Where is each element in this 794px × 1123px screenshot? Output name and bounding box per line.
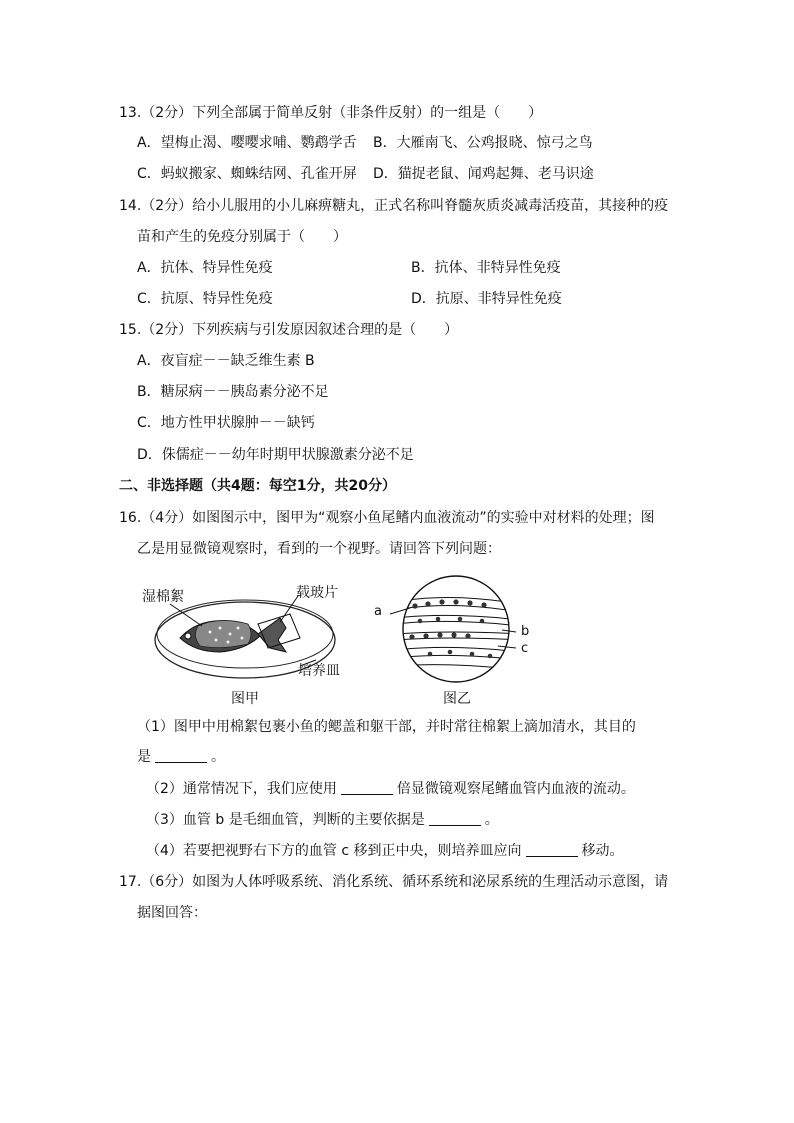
q14-option-b: B．抗体、非特异性免疫 bbox=[411, 260, 561, 276]
label-vessel-b: b bbox=[521, 624, 530, 639]
q15-option-a: A．夜盲症－－缺乏维生素 B bbox=[137, 353, 315, 369]
q14-stem-line1: 14.（2分）给小儿服用的小儿麻痹糖丸，正式名称叫脊髓灰质炎减毒活疫苗，其接种的疫 bbox=[119, 198, 669, 214]
q16-sub3-post: 。 bbox=[484, 812, 499, 828]
label-vessel-a: a bbox=[374, 604, 382, 619]
label-wet-cotton: 湿棉絮 bbox=[142, 589, 184, 605]
q16-sub1-pre: 是 bbox=[137, 749, 151, 765]
q16-sub1-line2 bbox=[137, 747, 225, 767]
q16-sub2-post: 倍显微镜观察尾鳍血管内血液的流动。 bbox=[396, 781, 635, 797]
q15-option-c: C．地方性甲状腺肿－－缺钙 bbox=[137, 415, 315, 431]
q16-sub4 bbox=[146, 841, 624, 861]
q16-stem-line2: 乙是用显微镜观察时，看到的一个视野。请回答下列问题： bbox=[137, 541, 501, 557]
q17-stem-line1: 17.（6分）如图为人体呼吸系统、消化系统、循环系统和泌尿系统的生理活动示意图，请 bbox=[119, 874, 669, 890]
answer-blank-3[interactable] bbox=[429, 811, 481, 826]
q13-stem: 13.（2分）下列全部属于简单反射（非条件反射）的一组是（ ） bbox=[119, 105, 543, 121]
q13-option-d: D．猫捉老鼠、闻鸡起舞、老马识途 bbox=[373, 166, 594, 182]
q17-stem-line2: 据图回答： bbox=[137, 905, 207, 921]
q14-stem-line2: 苗和产生的免疫分别属于（ ） bbox=[137, 229, 347, 245]
q16-sub2-pre: （2）通常情况下，我们应使用 bbox=[146, 781, 337, 797]
q14-option-d: D．抗原、非特异性免疫 bbox=[411, 291, 562, 307]
label-vessel-c: c bbox=[521, 641, 529, 656]
q13-option-a: A．望梅止渴、嘤嘤求哺、鹦鹉学舌 bbox=[137, 135, 357, 151]
label-petri-dish: 培养皿 bbox=[298, 663, 340, 679]
answer-blank-1[interactable] bbox=[155, 748, 207, 763]
q13-option-b: B．大雁南飞、公鸡报晓、惊弓之鸟 bbox=[373, 135, 593, 151]
q16-sub4-post: 移动。 bbox=[581, 843, 624, 859]
q15-option-b: B．糖尿病－－胰岛素分泌不足 bbox=[137, 384, 329, 400]
q16-sub4-pre: （4）若要把视野右下方的血管 c 移到正中央，则培养皿应向 bbox=[146, 843, 522, 859]
q15-stem: 15.（2分）下列疾病与引发原因叙述合理的是（ ） bbox=[119, 322, 459, 338]
caption-figure-yi: 图乙 bbox=[443, 691, 471, 707]
q14-option-a: A．抗体、特异性免疫 bbox=[137, 260, 273, 276]
section-heading: 二、非选择题（共4题：每空1分，共20分） bbox=[119, 478, 396, 494]
figure-yi bbox=[390, 574, 540, 684]
q14-option-c: C．抗原、特异性免疫 bbox=[137, 291, 273, 307]
q16-sub2 bbox=[146, 779, 635, 799]
q13-option-c: C．蚂蚁搬家、蜘蛛结网、孔雀开屏 bbox=[137, 166, 357, 182]
caption-figure-jia: 图甲 bbox=[231, 691, 259, 707]
label-glass-slide: 载玻片 bbox=[296, 585, 338, 601]
q15-option-d: D．侏儒症－－幼年时期甲状腺激素分泌不足 bbox=[137, 447, 414, 463]
answer-blank-4[interactable] bbox=[526, 842, 578, 857]
q16-sub1-post: 。 bbox=[211, 749, 225, 765]
answer-blank-2[interactable] bbox=[341, 780, 393, 795]
q16-sub3-pre: （3）血管 b 是毛细血管，判断的主要依据是 bbox=[146, 812, 425, 828]
q16-sub3 bbox=[146, 810, 499, 830]
q16-sub1-line1: （1）图甲中用棉絮包裹小鱼的鳃盖和躯干部，并时常往棉絮上滴加清水，其目的 bbox=[137, 719, 636, 735]
q16-stem-line1: 16.（4分）如图图示中，图甲为“观察小鱼尾鳍内血液流动”的实验中对材料的处理；图 bbox=[119, 510, 655, 526]
